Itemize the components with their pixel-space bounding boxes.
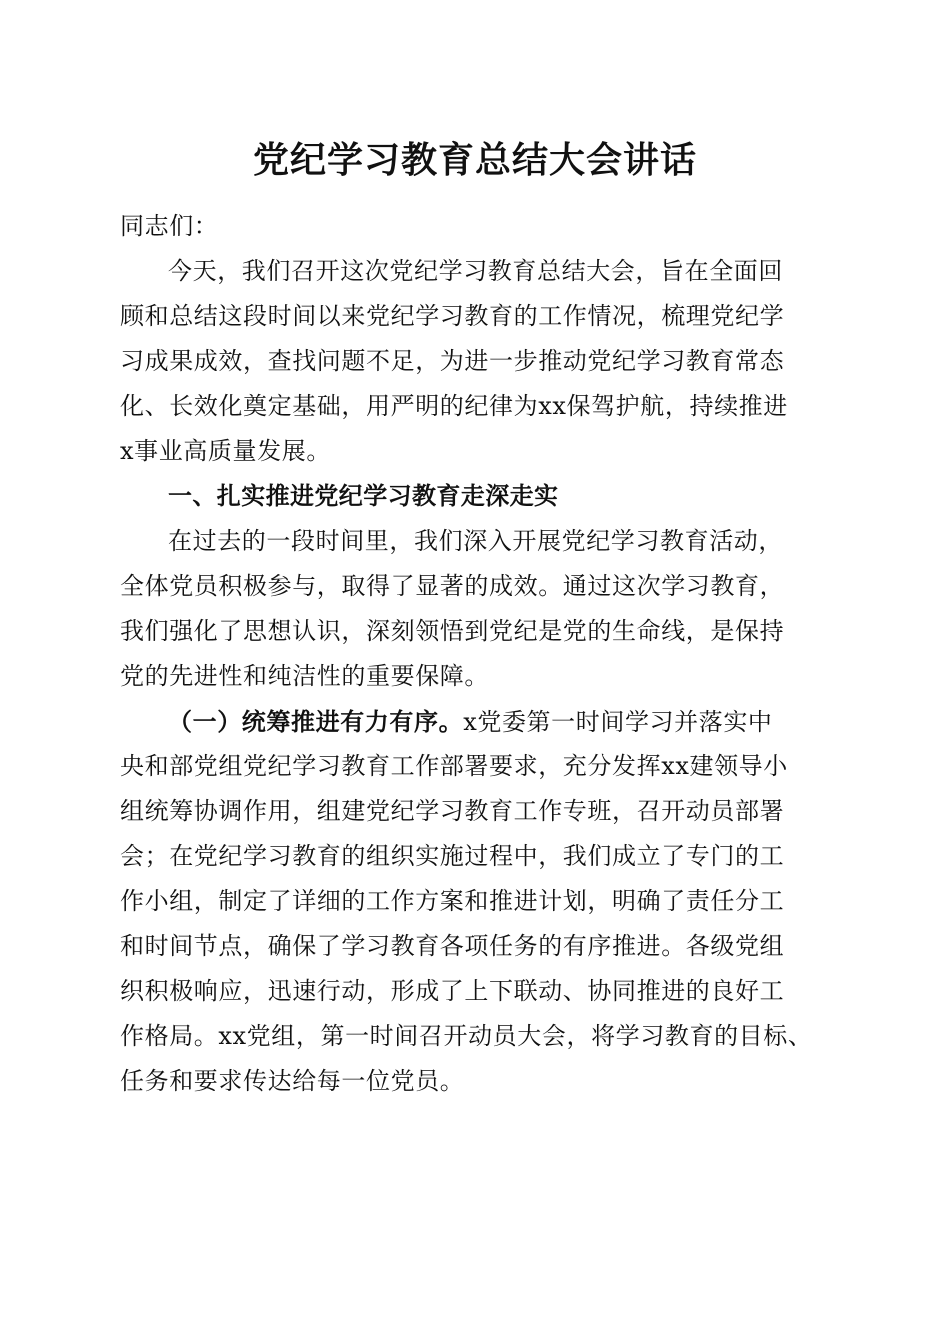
paragraph-line: 今天，我们召开这次党纪学习教育总结大会，旨在全面回 bbox=[168, 257, 783, 285]
paragraph-line: 会；在党纪学习教育的组织实施过程中，我们成立了专门的工 bbox=[120, 842, 785, 870]
paragraph-line: 党的先进性和纯洁性的重要保障。 bbox=[120, 662, 489, 690]
salutation: 同志们： bbox=[120, 212, 219, 240]
paragraph-line: 在过去的一段时间里，我们深入开展党纪学习教育活动， bbox=[168, 527, 783, 555]
document-body bbox=[120, 204, 840, 1104]
paragraph-line: 和时间节点，确保了学习教育各项任务的有序推进。各级党组 bbox=[120, 932, 785, 960]
paragraph-line: 全体党员积极参与，取得了显著的成效。通过这次学习教育， bbox=[120, 572, 785, 600]
paragraph-line: x事业高质量发展。 bbox=[120, 437, 331, 465]
paragraph-line: 组统筹协调作用，组建党纪学习教育工作专班，召开动员部署 bbox=[120, 797, 785, 825]
paragraph-intro bbox=[120, 249, 840, 474]
paragraph-subsection1 bbox=[120, 699, 840, 1104]
paragraph-line: 织积极响应，迅速行动，形成了上下联动、协同推进的良好工 bbox=[120, 977, 785, 1005]
paragraph-section1 bbox=[120, 519, 840, 699]
paragraph-line: 作小组，制定了详细的工作方案和推进计划，明确了责任分工 bbox=[120, 887, 785, 915]
paragraph-line-rest: x党委第一时间学习并落实中 bbox=[463, 708, 773, 736]
paragraph-line: 顾和总结这段时间以来党纪学习教育的工作情况，梳理党纪学 bbox=[120, 302, 785, 330]
paragraph-line: 任务和要求传达给每一位党员。 bbox=[120, 1067, 465, 1095]
paragraph-line: 化、长效化奠定基础，用严明的纪律为xx保驾护航，持续推进 bbox=[120, 392, 788, 420]
paragraph-line: 作格局。xx党组，第一时间召开动员大会，将学习教育的目标、 bbox=[120, 1022, 813, 1050]
paragraph-line: 我们强化了思想认识，深刻领悟到党纪是党的生命线，是保持 bbox=[120, 617, 785, 645]
paragraph-line: 央和部党组党纪学习教育工作部署要求，充分发挥xx建领导小 bbox=[120, 752, 788, 780]
subsection-heading: （一）统筹推进有力有序。 bbox=[168, 707, 464, 736]
document-title: 党纪学习教育总结大会讲话 bbox=[252, 139, 697, 181]
section-heading: 一、扎实推进党纪学习教育走深走实 bbox=[168, 482, 559, 510]
paragraph-line bbox=[120, 699, 840, 744]
paragraph-line: 习成果成效，查找问题不足，为进一步推动党纪学习教育常态 bbox=[120, 347, 785, 375]
